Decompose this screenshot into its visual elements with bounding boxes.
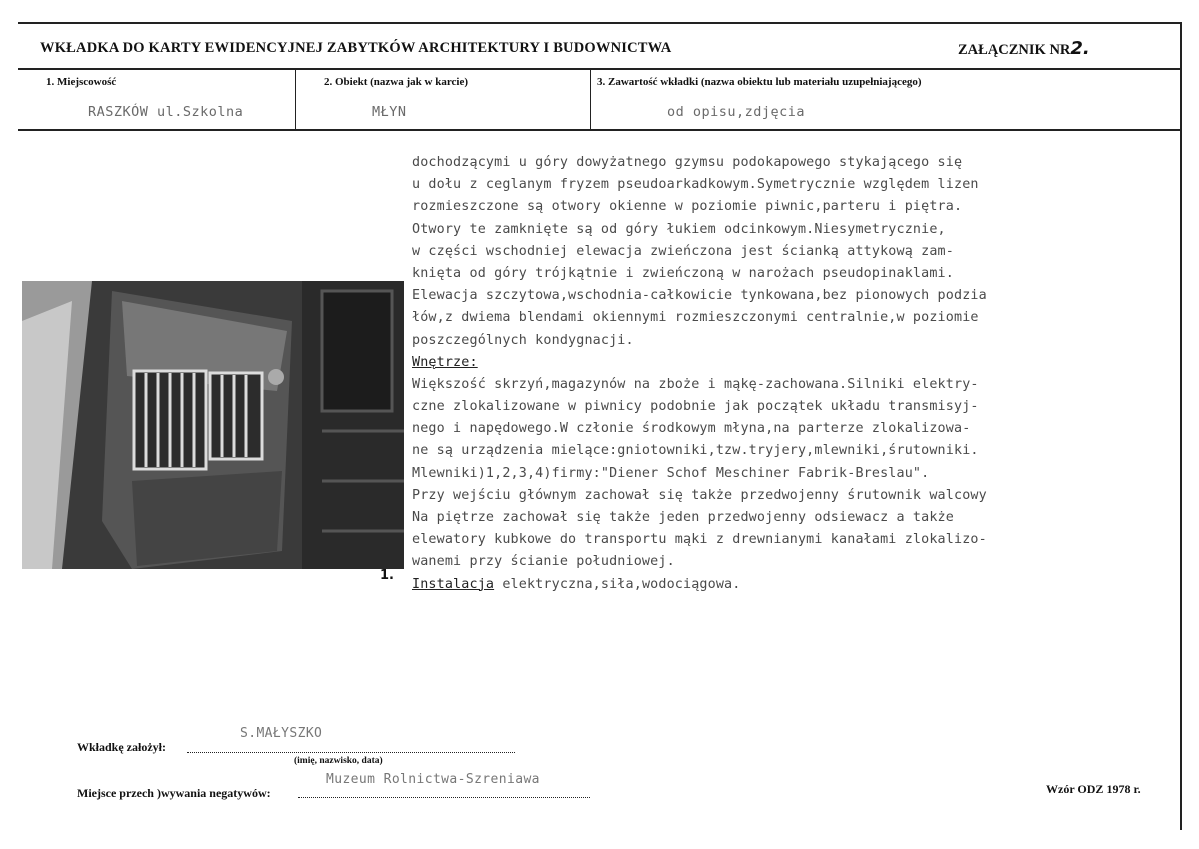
locality-cell [18, 70, 296, 129]
object-cell [296, 70, 591, 129]
description-line: w części wschodniej elewacja zwieńczona jest ścianką attykową zam- [412, 243, 954, 259]
photo-illustration [22, 281, 404, 569]
interior-line: ne są urządzenia mielące:gniotowniki,tzw.tryjery,mlewniki,śrutowniki. [412, 443, 979, 459]
negatives-value: Muzeum Rolnictwa-Szreniawa [326, 772, 540, 787]
founded-line [187, 752, 515, 753]
form-title: WKŁADKA DO KARTY EWIDENCYJNEJ ZABYTKÓW ARCHITEKTURY I BUDOWNICTWA [40, 40, 672, 56]
interior-line: czne zlokalizowane w piwnicy podobnie jak początek układu transmisyj- [412, 399, 979, 415]
founded-label: Wkładkę założył: [77, 740, 166, 754]
installation-heading: Instalacja [412, 576, 495, 592]
attachment-number [958, 38, 1090, 59]
negatives-label: Miejsce przech )wywania negatywów: [77, 786, 271, 800]
content-value: od opisu,zdjęcia [667, 104, 806, 120]
interior-line: nego i napędowego.W członie środkowym młyna,na parterze zlokalizowa- [412, 421, 971, 437]
founded-value: S.MAŁYSZKO [240, 726, 323, 741]
interior-line: elewatory kubkowe do transportu mąki z drewnianymi kanałami zlokalizo- [412, 532, 987, 548]
object-label: 2. Obiekt (nazwa jak w karcie) [324, 76, 469, 88]
description-line: rozmieszczone są otwory okienne w poziomie piwnic,parteru i piętra. [412, 199, 963, 215]
founded-hint: (imię, nazwisko, data) [294, 756, 383, 766]
photo-caption: 1. [380, 568, 394, 583]
attachment-label-text: ZAŁĄCZNIK NR [958, 42, 1071, 58]
description-text [412, 152, 1162, 596]
negatives-line [298, 797, 590, 798]
installation-text: elektryczna,siła,wodociągowa. [494, 576, 741, 592]
interior-line: Przy wejściu głównym zachował się także przedwojenny śrutownik walcowy [412, 487, 987, 503]
description-line: Otwory te zamknięte są od góry łukiem odcinkowym.Niesymetrycznie, [412, 221, 946, 237]
content-cell [591, 70, 1182, 129]
content-label: 3. Zawartość wkładki (nazwa obiektu lub materiału uzupełniającego) [597, 76, 922, 88]
fields-row [18, 68, 1182, 131]
form-version: Wzór ODZ 1978 r. [1046, 782, 1141, 796]
description-line: dochodzącymi u góry dowyżatnego gzymsu podokapowego stykającego się [412, 155, 963, 170]
locality-value: RASZKÓW ul.Szkolna [88, 104, 244, 120]
description-line: Elewacja szczytowa,wschodnia-całkowicie tynkowana,bez pionowych podzia [412, 288, 987, 304]
object-value: MŁYN [372, 104, 407, 120]
locality-label: 1. Miejscowość [46, 76, 117, 88]
installation-line [412, 574, 1162, 596]
interior-line: wanemi przy ścianie południowej. [412, 554, 675, 570]
mill-machine-photo [22, 281, 404, 569]
interior-heading-line [412, 352, 1162, 374]
description-line: knięta od góry trójkątnie i zwieńczoną w narożach pseudopinaklami. [412, 265, 954, 281]
interior-line: Mlewniki)1,2,3,4)firmy:"Diener Schof Meschiner Fabrik-Breslau". [412, 465, 930, 481]
description-line: u dołu z ceglanym fryzem pseudoarkadkowym.Symetrycznie względem lizen [412, 177, 979, 193]
interior-heading: Wnętrze: [412, 354, 478, 370]
interior-line: Na piętrze zachował się także jeden przedwojenny odsiewacz a także [412, 510, 954, 525]
interior-line: Większość skrzyń,magazynów na zboże i mąkę-zachowana.Silniki elektry- [412, 376, 979, 392]
description-line: łów,z dwiema blendami okiennymi rozmieszczonymi centralnie,w poziomie [412, 310, 979, 326]
description-line: poszczególnych kondygnacji. [412, 332, 634, 348]
attachment-number-value: 2. [1070, 38, 1090, 59]
